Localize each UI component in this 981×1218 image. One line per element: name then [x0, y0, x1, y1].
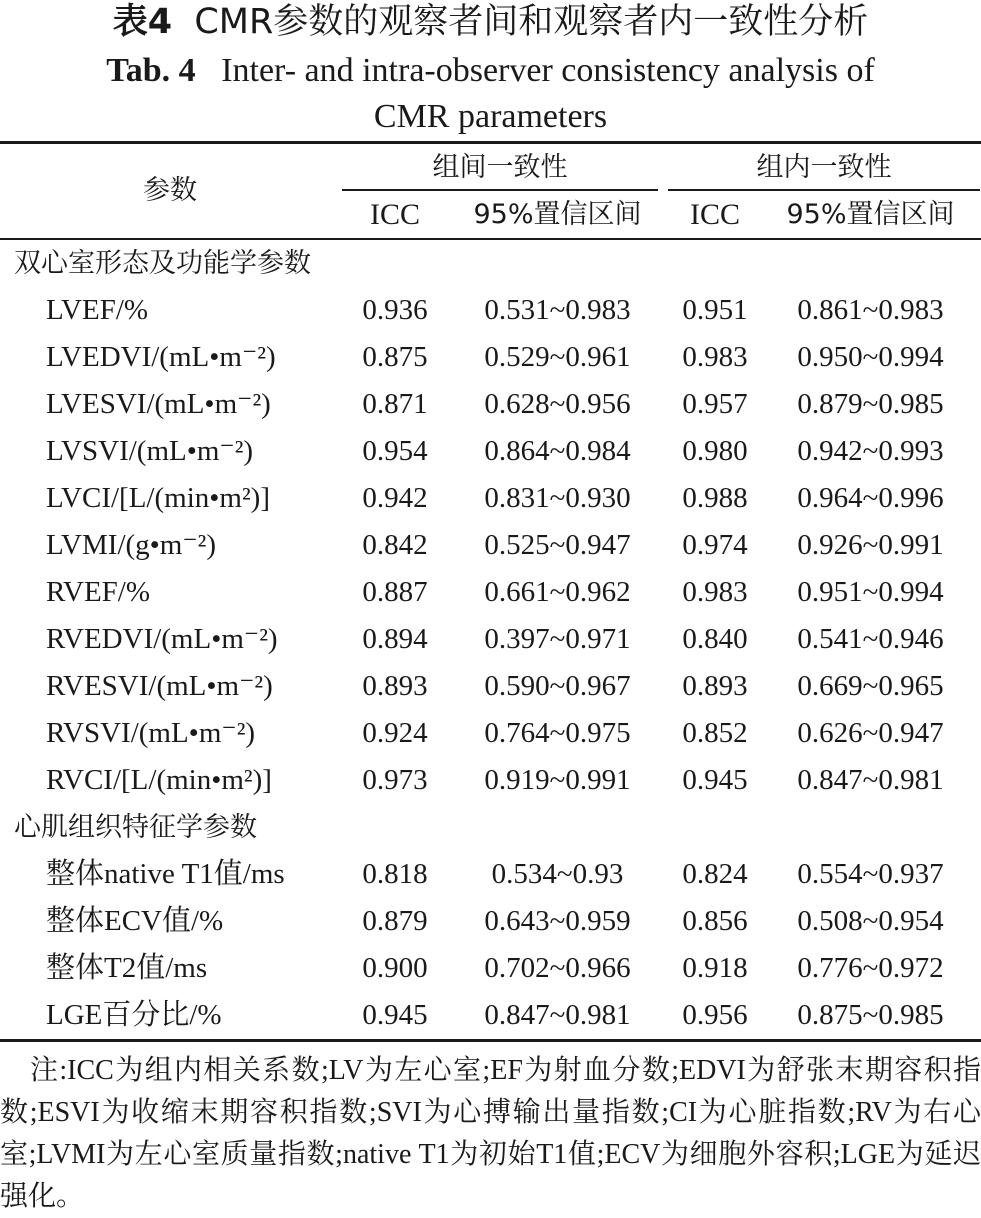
intra-icc-cell: 0.974	[682, 529, 748, 561]
inter-ci-cell: 0.590~0.967	[484, 670, 631, 702]
param-cell: LVEDVI/(mL•m⁻²)	[46, 341, 276, 373]
intra-icc-cell: 0.988	[682, 482, 748, 514]
table-row	[0, 663, 981, 710]
header-inter-icc: ICC	[369, 198, 420, 231]
intra-ci-cell: 0.951~0.994	[797, 576, 944, 608]
table-title-cn	[0, 0, 981, 44]
intra-icc-cell: 0.918	[682, 952, 748, 984]
param-cell: RVSVI/(mL•m⁻²)	[46, 717, 256, 749]
param-cell: RVCI/[L/(min•m²)]	[46, 764, 272, 796]
table-note-text: 注:ICC为组内相关系数;LV为左心室;EF为射血分数;EDVI为舒张末期容积指数;ESVI为收缩末期容积指数;SVI为心搏输出量指数;CI为心脏指数;RV为右心室;LVMI为左心室质量指数;native T1为初始T1值;ECV为细胞外容积;LGE为延迟强化。	[0, 1055, 981, 1212]
param-cell: 整体native T1值/ms	[46, 858, 285, 890]
intra-ci-cell: 0.926~0.991	[797, 529, 944, 561]
intra-ci-cell: 0.847~0.981	[797, 764, 944, 796]
intra-subrule	[668, 189, 980, 191]
table-number-en: Tab. 4	[106, 52, 196, 89]
inter-ci-cell: 0.534~0.93	[491, 858, 624, 890]
intra-icc-cell: 0.980	[682, 435, 748, 467]
table-row	[0, 616, 981, 663]
intra-ci-cell: 0.626~0.947	[797, 717, 944, 749]
param-cell: LVESVI/(mL•m⁻²)	[46, 388, 271, 420]
intra-ci-cell: 0.950~0.994	[797, 341, 944, 373]
table-row	[0, 710, 981, 757]
intra-icc-cell: 0.983	[682, 576, 748, 608]
intra-ci-cell: 0.861~0.983	[797, 294, 944, 326]
inter-ci-cell: 0.661~0.962	[484, 576, 631, 608]
inter-icc-cell: 0.936	[362, 294, 428, 326]
inter-icc-cell: 0.900	[362, 952, 428, 984]
table-row	[0, 287, 981, 334]
inter-icc-cell: 0.894	[362, 623, 428, 655]
inter-subrule	[342, 189, 658, 191]
group-label: 心肌组织特征学参数	[14, 812, 257, 843]
param-cell: 整体ECV值/%	[46, 905, 224, 937]
intra-icc-cell: 0.852	[682, 717, 748, 749]
param-cell: 整体T2值/ms	[46, 952, 208, 984]
inter-icc-cell: 0.887	[362, 576, 428, 608]
intra-ci-cell: 0.554~0.937	[797, 858, 944, 890]
table-row	[0, 851, 981, 898]
param-cell: RVEDVI/(mL•m⁻²)	[46, 623, 278, 655]
header-intra-ci: 95%置信区间	[786, 199, 955, 230]
table-title-en-line2: CMR parameters	[373, 98, 608, 135]
intra-ci-cell: 0.541~0.946	[797, 623, 944, 655]
intra-ci-cell: 0.879~0.985	[797, 388, 944, 420]
table-row	[0, 475, 981, 522]
inter-icc-cell: 0.924	[362, 717, 428, 749]
intra-icc-cell: 0.951	[682, 294, 748, 326]
bottom-rule	[0, 1039, 981, 1042]
intra-icc-cell: 0.856	[682, 905, 748, 937]
table-row	[0, 334, 981, 381]
intra-ci-cell: 0.942~0.993	[797, 435, 944, 467]
intra-icc-cell: 0.956	[682, 999, 748, 1031]
inter-ci-cell: 0.864~0.984	[484, 435, 631, 467]
intra-ci-cell: 0.875~0.985	[797, 999, 944, 1031]
param-cell: LVSVI/(mL•m⁻²)	[46, 435, 254, 467]
inter-icc-cell: 0.879	[362, 905, 428, 937]
intra-icc-cell: 0.824	[682, 858, 748, 890]
inter-icc-cell: 0.871	[362, 388, 428, 420]
table-row	[0, 522, 981, 569]
table-row	[0, 898, 981, 945]
table-row	[0, 569, 981, 616]
header-inter-ci: 95%置信区间	[473, 199, 642, 230]
table-row	[0, 381, 981, 428]
inter-icc-cell: 0.893	[362, 670, 428, 702]
group-row	[0, 240, 981, 287]
table-row	[0, 757, 981, 804]
intra-ci-cell: 0.964~0.996	[797, 482, 944, 514]
inter-icc-cell: 0.875	[362, 341, 428, 373]
group-row	[0, 804, 981, 851]
table-row	[0, 428, 981, 475]
intra-ci-cell: 0.776~0.972	[797, 952, 944, 984]
inter-ci-cell: 0.643~0.959	[484, 905, 631, 937]
inter-icc-cell: 0.842	[362, 529, 428, 561]
top-rule	[0, 141, 981, 144]
inter-icc-cell: 0.818	[362, 858, 428, 890]
header-inter: 组间一致性	[432, 152, 568, 183]
inter-icc-cell: 0.942	[362, 482, 428, 514]
table-title-cn-text: CMR参数的观察者间和观察者内一致性分析	[194, 2, 869, 42]
inter-ci-cell: 0.525~0.947	[484, 529, 631, 561]
inter-ci-cell: 0.831~0.930	[484, 482, 631, 514]
param-cell: LVMI/(g•m⁻²)	[46, 529, 217, 561]
header-intra: 组内一致性	[756, 152, 892, 183]
intra-ci-cell: 0.508~0.954	[797, 905, 944, 937]
intra-icc-cell: 0.983	[682, 341, 748, 373]
param-cell: LVEF/%	[46, 294, 149, 326]
param-cell: RVESVI/(mL•m⁻²)	[46, 670, 273, 702]
intra-icc-cell: 0.893	[682, 670, 748, 702]
intra-icc-cell: 0.945	[682, 764, 748, 796]
intra-icc-cell: 0.957	[682, 388, 748, 420]
table-number-cn: 表4	[112, 2, 173, 42]
inter-icc-cell: 0.954	[362, 435, 428, 467]
table-note	[0, 1050, 981, 1218]
inter-ci-cell: 0.628~0.956	[484, 388, 631, 420]
inter-ci-cell: 0.531~0.983	[484, 294, 631, 326]
intra-icc-cell: 0.840	[682, 623, 748, 655]
header-intra-icc: ICC	[689, 198, 740, 231]
inter-icc-cell: 0.973	[362, 764, 428, 796]
table-title-en	[0, 48, 981, 140]
table-title-en-line1: Inter- and intra-observer consistency analysis of	[221, 52, 875, 89]
inter-ci-cell: 0.397~0.971	[484, 623, 631, 655]
intra-ci-cell: 0.669~0.965	[797, 670, 944, 702]
inter-ci-cell: 0.847~0.981	[484, 999, 631, 1031]
param-cell: RVEF/%	[46, 576, 151, 608]
table-row	[0, 945, 981, 992]
table-row	[0, 992, 981, 1039]
inter-ci-cell: 0.529~0.961	[484, 341, 631, 373]
group-label: 双心室形态及功能学参数	[14, 248, 311, 279]
inter-ci-cell: 0.764~0.975	[484, 717, 631, 749]
header-param: 参数	[143, 175, 197, 206]
inter-ci-cell: 0.702~0.966	[484, 952, 631, 984]
param-cell: LVCI/[L/(min•m²)]	[46, 482, 270, 514]
inter-ci-cell: 0.919~0.991	[484, 764, 631, 796]
inter-icc-cell: 0.945	[362, 999, 428, 1031]
param-cell: LGE百分比/%	[46, 999, 222, 1031]
